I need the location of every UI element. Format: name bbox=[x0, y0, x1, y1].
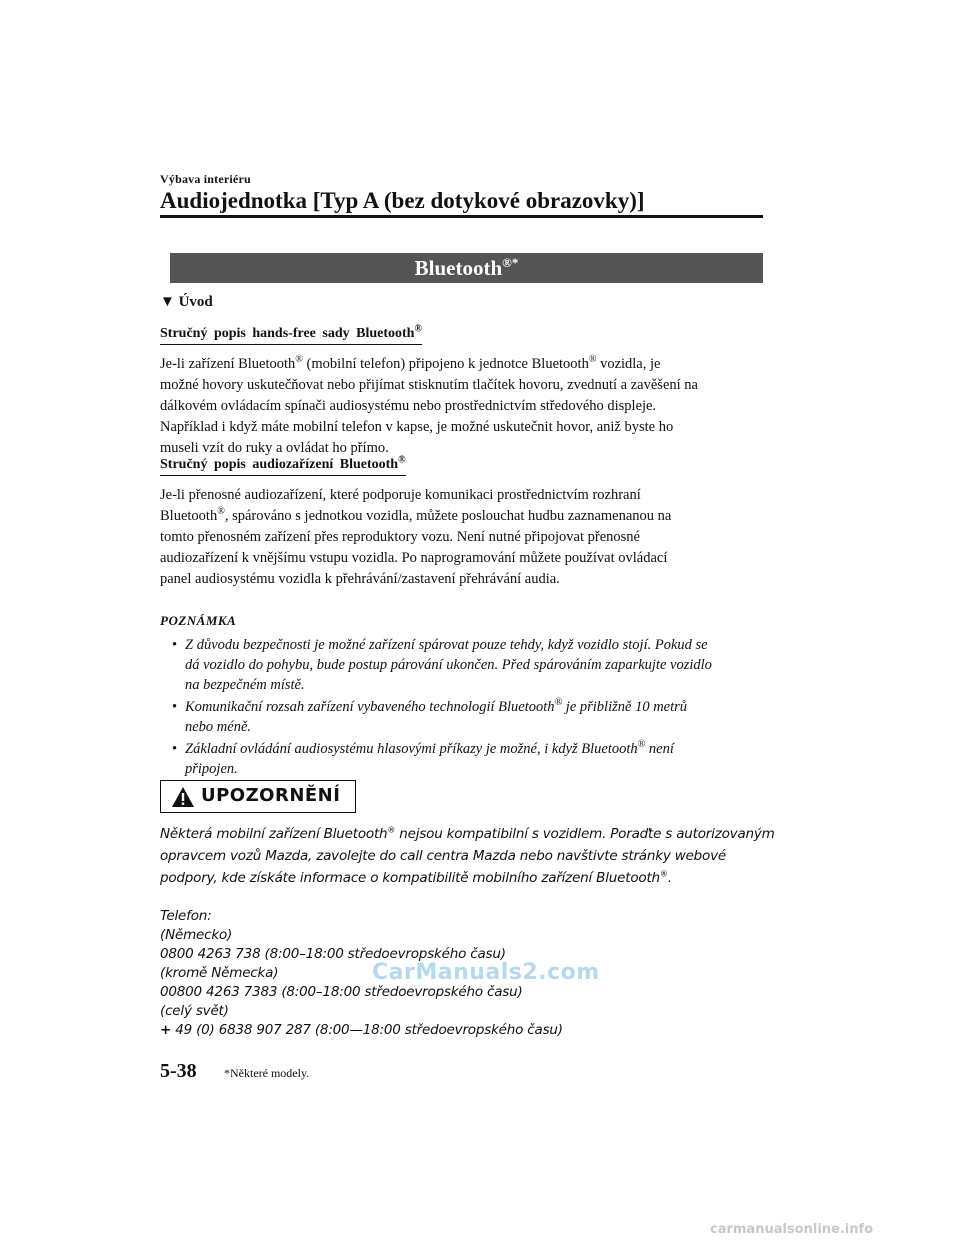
banner-mark: ®* bbox=[502, 255, 519, 270]
banner-title: Bluetooth bbox=[414, 256, 503, 280]
intro-heading: ▼ Úvod bbox=[160, 294, 213, 310]
handsfree-paragraph: Je-li zařízení Bluetooth® (mobilní telefon) připojeno k jednotce Bluetooth® vozidla, je možné hovory uskutečňovat nebo přijímat stisknutím tlačítek hovoru, zvednutí a zavěšení na dálkovém ovládacím spínači audiosystému nebo prostřednictvím středového displeje. Například i když máte mobilní telefon v kapse, je možné uskutečnit hovor, aniž byste ho museli vzít do ruky a ovládat ho přímo. bbox=[160, 354, 698, 456]
page-title: Audiojednotka [Typ A (bez dotykové obrazovky)] bbox=[160, 188, 645, 213]
note-item: • Základní ovládání audiosystému hlasovými příkazy je možné, i když Bluetooth® není připojen. bbox=[172, 739, 674, 777]
phone-line: 0800 4263 738 (8:00–18:00 středoevropského času) bbox=[160, 946, 506, 962]
handsfree-subheading: Stručný popis hands-free sady Bluetooth® bbox=[160, 326, 422, 345]
section-banner bbox=[170, 253, 763, 283]
phone-line: + 49 (0) 6838 907 287 (8:00—18:00 středoevropského času) bbox=[160, 1022, 563, 1038]
phone-line: 00800 4263 7383 (8:00–18:00 středoevropského času) bbox=[160, 984, 523, 1000]
footnote: *Některé modely. bbox=[224, 1066, 310, 1080]
audio-paragraph: Je-li přenosné audiozařízení, které podporuje komunikaci prostřednictvím rozhraní Bluetooth®, spárováno s jednotkou vozidla, můžete poslouchat hudbu zaznamenanou na tomto přenosném zařízení přes reproduktory vozu. Není nutné připojovat přenosné audiozařízení k vnějšímu vstupu vozidla. Po naprogramování můžete používat ovládací panel audiosystému vozidla k přehrávání/zastavení přehrávání audia. bbox=[160, 487, 672, 587]
bullet-icon: • bbox=[172, 699, 178, 715]
warning-icon bbox=[171, 786, 195, 808]
phone-line: (celý svět) bbox=[160, 1003, 229, 1019]
watermark: CarManuals2.com bbox=[372, 960, 600, 985]
section-label: Výbava interiéru bbox=[160, 172, 251, 186]
note-title: POZNÁMKA bbox=[160, 613, 237, 628]
phone-line: Telefon: bbox=[160, 908, 212, 924]
caution-label: UPOZORNĚNÍ bbox=[201, 785, 341, 806]
bullet-icon: • bbox=[172, 741, 178, 757]
caution-text-line: Některá mobilní zařízení Bluetooth® nejsou kompatibilní s vozidlem. Poraďte s autorizovaným bbox=[160, 825, 775, 842]
note-item: • Z důvodu bezpečnosti je možné zařízení spárovat pouze tehdy, když vozidlo stojí. Pokud se dá vozidlo do pohybu, bude postup párování ukončen. Před spárováním zaparkujte vozidlo na bezpečném místě. bbox=[172, 637, 712, 693]
site-watermark: carmanualsonline.info bbox=[710, 1222, 874, 1237]
caution-text-line: opravcem vozů Mazda, zavolejte do call centra Mazda nebo navštivte stránky webové bbox=[160, 848, 727, 864]
phone-line: (Německo) bbox=[160, 927, 233, 943]
title-rule bbox=[160, 215, 763, 218]
caution-text-line: podpory, kde získáte informace o kompatibilitě mobilního zařízení Bluetooth®. bbox=[160, 869, 672, 886]
phone-line: (kromě Německa) bbox=[160, 965, 279, 981]
bullet-icon: • bbox=[172, 637, 178, 653]
page-number: 5-38 bbox=[160, 1060, 197, 1082]
caution-box bbox=[160, 780, 356, 813]
audio-subheading: Stručný popis audiozařízení Bluetooth® bbox=[160, 457, 406, 476]
note-item: • Komunikační rozsah zařízení vybaveného technologií Bluetooth® je přibližně 10 metrů nebo méně. bbox=[172, 697, 688, 735]
plus-icon: + bbox=[160, 1022, 172, 1038]
